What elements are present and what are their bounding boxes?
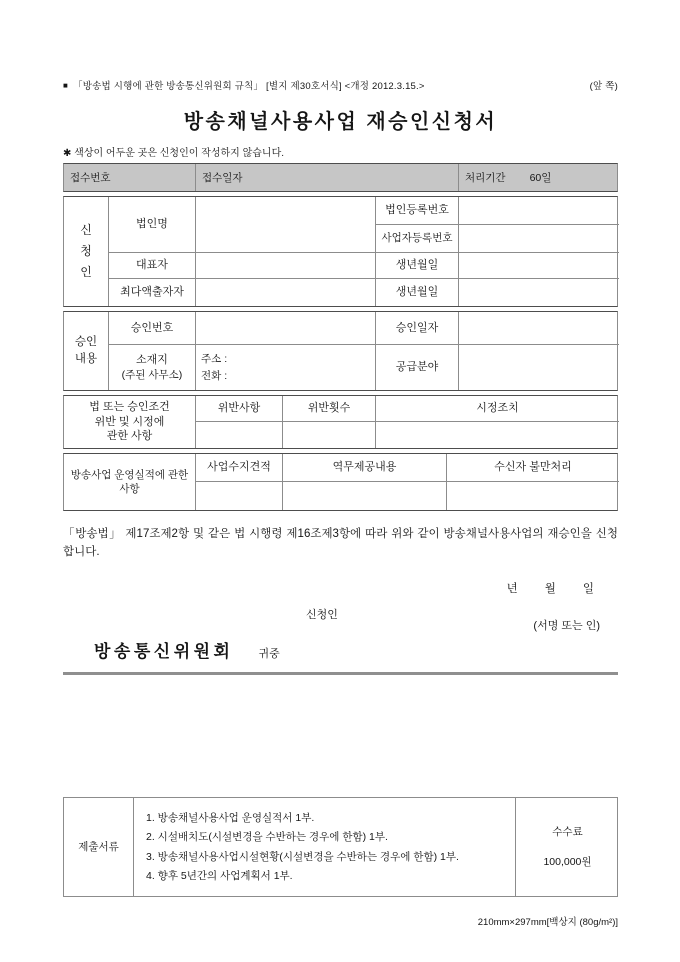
section-divider xyxy=(63,672,618,675)
documents-section-label: 제출서류 xyxy=(64,798,134,896)
biz-reg-no-field[interactable] xyxy=(459,225,619,252)
fee-label: 수수료 xyxy=(552,826,583,839)
supply-field[interactable] xyxy=(459,345,619,390)
square-bullet-icon: ■ xyxy=(63,80,69,90)
address-prefix: 주소 : xyxy=(201,353,228,366)
location-label: 소재지 (주된 사무소) xyxy=(109,345,196,390)
document-item: 4. 향후 5년간의 사업계획서 1부. xyxy=(146,870,293,883)
form-content xyxy=(63,78,618,928)
operation-section xyxy=(63,453,618,511)
corp-name-label: 법인명 xyxy=(109,197,196,252)
form-reference-row xyxy=(63,78,618,92)
shareholder-birth-field[interactable] xyxy=(459,279,619,306)
supply-label: 공급분야 xyxy=(376,345,459,390)
representative-field[interactable] xyxy=(196,252,376,279)
operation-col-budget: 사업수지견적 xyxy=(196,454,283,482)
form-title: 방송채널사용사업 재승인신청서 xyxy=(183,111,498,133)
year-label: 년 xyxy=(506,582,518,595)
corp-reg-no-field[interactable] xyxy=(459,197,619,225)
form-reference xyxy=(63,78,425,92)
applicant-section-label: 신청인 xyxy=(64,197,109,306)
fee-cell xyxy=(515,798,619,896)
violation-col-correction: 시정조치 xyxy=(376,396,619,422)
violation-section-label: 법 또는 승인조건 위반 및 시정에 관한 사항 xyxy=(64,396,196,448)
shareholder-field[interactable] xyxy=(196,279,376,306)
rep-birth-field[interactable] xyxy=(459,252,619,279)
signature-row xyxy=(63,600,618,632)
documents-list xyxy=(134,798,515,896)
shaded-area-note: ✱ 색상이 어두운 곳은 신청인이 작성하지 않습니다. xyxy=(63,148,285,159)
operation-section-label: 방송사업 운영실적에 관한 사항 xyxy=(64,454,196,510)
signature-note: (서명 또는 인) xyxy=(533,619,600,632)
processing-period-value: 60일 xyxy=(529,172,552,184)
receipt-no-label: 접수번호 xyxy=(64,164,196,191)
approval-date-label: 승인일자 xyxy=(376,312,459,345)
day-label: 일 xyxy=(582,582,594,595)
service-field[interactable] xyxy=(283,482,447,510)
signature-applicant-label: 신청인 xyxy=(306,608,338,621)
shareholder-label: 최다액출자자 xyxy=(109,279,196,306)
agency-honorific: 귀중 xyxy=(258,647,280,660)
month-label: 월 xyxy=(544,582,556,595)
violation-col-count: 위반횟수 xyxy=(283,396,376,422)
operation-col-complaint: 수신자 불만처리 xyxy=(447,454,619,482)
fee-value: 100,000원 xyxy=(543,856,592,869)
document-item: 3. 방송채널사용사업시설현황(시설변경을 수반하는 경우에 한함) 1부. xyxy=(146,850,459,863)
receipt-date-label: 접수일자 xyxy=(196,164,459,191)
approval-no-label: 승인번호 xyxy=(109,312,196,345)
complaint-field[interactable] xyxy=(447,482,619,510)
corp-reg-no-label: 법인등록번호 xyxy=(376,197,459,225)
approval-section-label: 승인내용 xyxy=(64,312,109,390)
agency-name: 방송통신위원회 xyxy=(94,641,234,661)
budget-field[interactable] xyxy=(196,482,283,510)
corp-name-field[interactable] xyxy=(196,197,376,252)
receipt-header-row xyxy=(63,163,618,192)
violation-section xyxy=(63,395,618,449)
date-line xyxy=(63,580,618,596)
processing-period-cell xyxy=(459,164,617,191)
operation-col-service: 역무제공내용 xyxy=(283,454,447,482)
correction-field[interactable] xyxy=(376,422,619,448)
phone-prefix: 전화 : xyxy=(201,369,228,382)
approval-no-field[interactable] xyxy=(196,312,376,345)
location-field[interactable] xyxy=(196,345,376,390)
approval-section xyxy=(63,311,618,391)
shareholder-birth-label: 생년월일 xyxy=(376,279,459,306)
document-item: 1. 방송채널사용사업 운영실적서 1부. xyxy=(146,811,315,824)
biz-reg-no-label: 사업자등록번호 xyxy=(376,225,459,252)
approval-date-field[interactable] xyxy=(459,312,619,345)
violation-count-field[interactable] xyxy=(283,422,376,448)
violation-col-item: 위반사항 xyxy=(196,396,283,422)
representative-label: 대표자 xyxy=(109,252,196,279)
violation-item-field[interactable] xyxy=(196,422,283,448)
paper-spec-note: 210mm×297mm[백상지 (80g/m²)] xyxy=(477,916,618,928)
rep-birth-label: 생년월일 xyxy=(376,252,459,279)
applicant-section xyxy=(63,196,618,307)
documents-table xyxy=(63,797,618,897)
processing-period-label: 처리기간 xyxy=(465,172,506,184)
page-side-label: (앞 쪽) xyxy=(589,81,618,92)
rule-reference-text: 「방송법 시행에 관한 방송통신위원회 규칙」 [별지 제30호서식] <개정 2012.3.15.> xyxy=(73,81,425,92)
declaration-text: 「방송법」 제17조제2항 및 같은 법 시행령 제16조제3항에 따라 위와 같이 방송채널사용사업의 재승인을 신청합니다. xyxy=(63,528,618,559)
agency-row xyxy=(63,637,618,662)
document-item: 2. 시설배치도(시설변경을 수반하는 경우에 한함) 1부. xyxy=(146,831,388,844)
